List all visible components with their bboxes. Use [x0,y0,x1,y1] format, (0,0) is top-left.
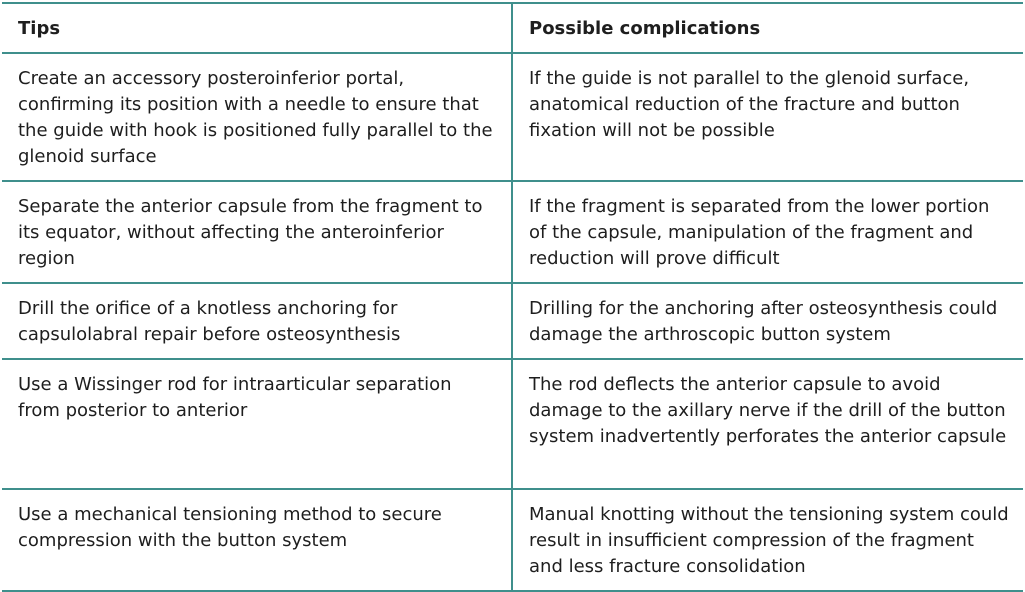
table-header [2,3,1023,53]
tip-cell: Drill the orifice of a knotless anchoring for capsulolabral repair before osteosynthesis [2,283,512,359]
complication-cell: Manual knotting without the tensioning system could result in insufficient compression of the fragment and less fracture consolidation [512,489,1023,591]
complication-cell: The rod deflects the anterior capsule to avoid damage to the axillary nerve if the drill of the button system inadvertently perforates the anterior capsule [512,359,1023,489]
table-body [2,53,1023,591]
complication-cell: Drilling for the anchoring after osteosynthesis could damage the arthroscopic button system [512,283,1023,359]
tip-cell: Use a Wissinger rod for intraarticular separation from posterior to anterior [2,359,512,489]
complication-cell: If the guide is not parallel to the glenoid surface, anatomical reduction of the fracture and button fixation will not be possible [512,53,1023,181]
table-row [2,283,1023,359]
table-row [2,359,1023,489]
table-row [2,53,1023,181]
tips-table [2,2,1023,592]
table-row [2,181,1023,283]
complications-column-header: Possible complications [512,3,1023,53]
table-row [2,489,1023,591]
tips-column-header: Tips [2,3,512,53]
tip-cell: Create an accessory posteroinferior portal, confirming its position with a needle to ensure that the guide with hook is positioned fully parallel to the glenoid surface [2,53,512,181]
complication-cell: If the fragment is separated from the lower portion of the capsule, manipulation of the fragment and reduction will prove difficult [512,181,1023,283]
tip-cell: Separate the anterior capsule from the fragment to its equator, without affecting the anteroinferior region [2,181,512,283]
tip-cell: Use a mechanical tensioning method to secure compression with the button system [2,489,512,591]
header-row [2,3,1023,53]
